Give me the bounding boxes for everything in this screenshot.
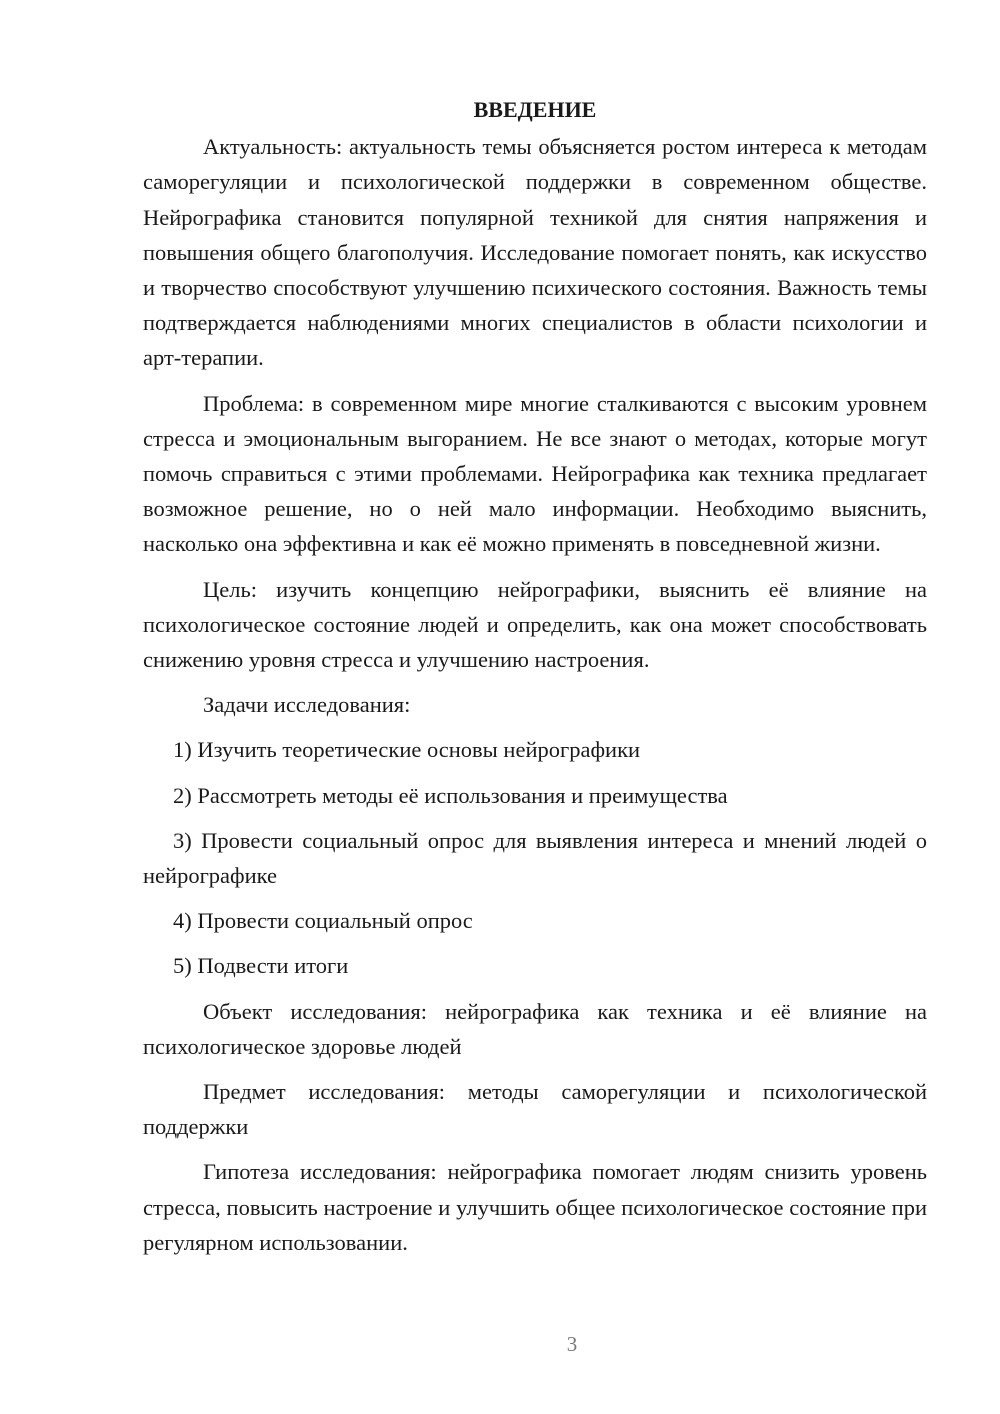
task-item: 1) Изучить теоретические основы нейрографики <box>173 737 641 763</box>
page-heading: ВВЕДЕНИЕ <box>473 97 597 122</box>
page-number: 3 <box>566 1332 578 1356</box>
object-paragraph: Объект исследования: нейрографика как техника и её влияние на психологическое здоровье людей <box>143 998 927 1059</box>
subject-paragraph: Предмет исследования: методы саморегуляции и психологической поддержки <box>143 1079 927 1140</box>
relevance-paragraph: Актуальность: актуальность темы объясняется ростом интереса к методам саморегуляции и психологической поддержки в современном обществе. Нейрографика становится популярной техникой для снятия напряжения и повышения общего благополучия. Исследование помогает понять, как искусство и творчество способствуют улучшению психического состояния. Важность темы подтверждается наблюдениями многих специалистов в области психологии и арт-терапии. <box>143 134 927 371</box>
task-item: 2) Рассмотреть методы её использования и преимущества <box>173 782 728 808</box>
tasks-heading: Задачи исследования: <box>203 692 411 718</box>
task-item: 4) Провести социальный опрос <box>173 908 473 934</box>
goal-paragraph: Цель: изучить концепцию нейрографики, выяснить её влияние на психологическое состояние людей и определить, как она может способствовать снижению уровня стресса и улучшению настроения. <box>143 576 927 673</box>
page-content <box>143 92 927 1270</box>
task-item: 3) Провести социальный опрос для выявления интереса и мнений людей о нейрографике <box>143 827 927 889</box>
hypothesis-paragraph: Гипотеза исследования: нейрографика помогает людям снизить уровень стресса, повысить настроение и улучшить общее психологическое состояние при регулярном использовании. <box>143 1159 927 1255</box>
problem-paragraph: Проблема: в современном мире многие сталкиваются с высоким уровнем стресса и эмоциональным выгоранием. Не все знают о методах, которые могут помочь справиться с этими проблемами. Нейрографика как техника предлагает возможное решение, но о ней мало информации. Необходимо выяснить, насколько она эффективна и как её можно применять в повседневной жизни. <box>143 390 927 557</box>
task-item: 5) Подвести итоги <box>173 953 349 979</box>
